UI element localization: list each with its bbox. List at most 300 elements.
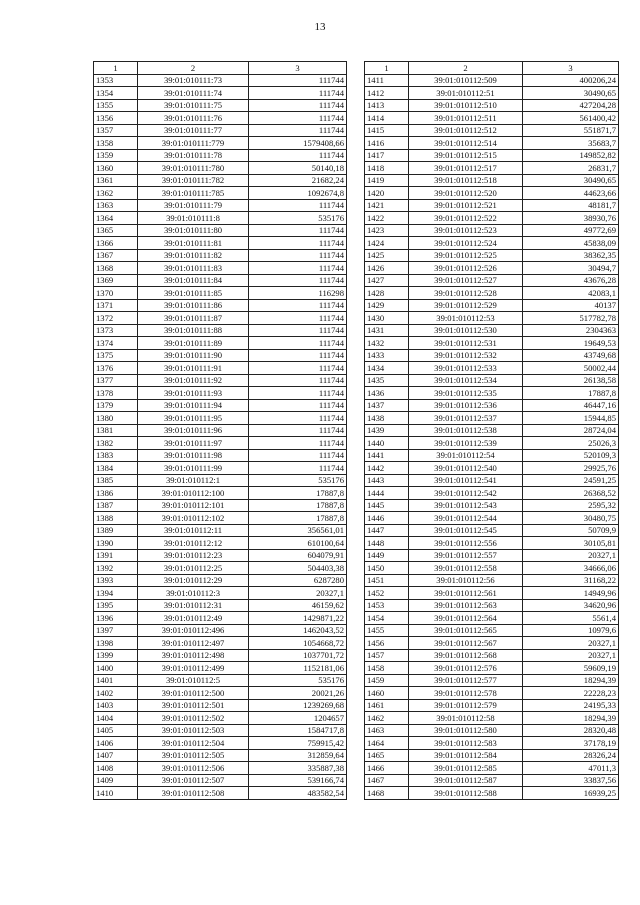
- row-number: 1406: [94, 737, 138, 750]
- value-cell: 15944,85: [523, 412, 619, 425]
- cadastral-number: 39:01:010112:583: [409, 737, 523, 750]
- table-row: [365, 537, 619, 550]
- row-number: 1468: [365, 787, 409, 800]
- cadastral-number: 39:01:010111:88: [138, 324, 249, 337]
- value-cell: 33837,56: [523, 774, 619, 787]
- cadastral-number: 39:01:010112:102: [138, 512, 249, 525]
- row-number: 1354: [94, 87, 138, 100]
- row-number: 1371: [94, 299, 138, 312]
- value-cell: 604079,91: [249, 549, 347, 562]
- value-cell: 149852,82: [523, 149, 619, 162]
- row-number: 1407: [94, 749, 138, 762]
- row-number: 1421: [365, 199, 409, 212]
- value-cell: 1152181,06: [249, 662, 347, 675]
- value-cell: 483582,54: [249, 787, 347, 800]
- table-row: [365, 499, 619, 512]
- cadastral-number: 39:01:010111:84: [138, 274, 249, 287]
- table-row: [94, 624, 347, 637]
- row-number: 1414: [365, 112, 409, 125]
- value-cell: 24591,25: [523, 474, 619, 487]
- table-row: [365, 449, 619, 462]
- table-row: [365, 137, 619, 150]
- table-row: [94, 512, 347, 525]
- row-number: 1463: [365, 724, 409, 737]
- row-number: 1457: [365, 649, 409, 662]
- row-number: 1412: [365, 87, 409, 100]
- table-row: [94, 199, 347, 212]
- value-cell: 356561,01: [249, 524, 347, 537]
- value-cell: 30105,81: [523, 537, 619, 550]
- value-cell: 14949,96: [523, 587, 619, 600]
- row-number: 1377: [94, 374, 138, 387]
- cadastral-number: 39:01:010111:779: [138, 137, 249, 150]
- table-row: [365, 374, 619, 387]
- cadastral-number: 39:01:010112:11: [138, 524, 249, 537]
- row-number: 1451: [365, 574, 409, 587]
- left-table-body: [94, 62, 347, 800]
- cadastral-number: 39:01:010112:567: [409, 637, 523, 650]
- value-cell: 312859,64: [249, 749, 347, 762]
- value-cell: 35683,7: [523, 137, 619, 150]
- cadastral-number: 39:01:010112:505: [138, 749, 249, 762]
- row-number: 1398: [94, 637, 138, 650]
- value-cell: 19649,53: [523, 337, 619, 350]
- table-row: [365, 249, 619, 262]
- table-row: [365, 312, 619, 325]
- value-cell: 18294,39: [523, 712, 619, 725]
- table-row: [94, 124, 347, 137]
- value-cell: 111744: [249, 399, 347, 412]
- cadastral-number: 39:01:010112:528: [409, 287, 523, 300]
- cadastral-number: 39:01:010111:76: [138, 112, 249, 125]
- cadastral-number: 39:01:010112:527: [409, 274, 523, 287]
- table-row: [94, 162, 347, 175]
- value-cell: 42083,1: [523, 287, 619, 300]
- value-cell: 28326,24: [523, 749, 619, 762]
- cadastral-number: 39:01:010112:563: [409, 599, 523, 612]
- cadastral-number: 39:01:010111:96: [138, 424, 249, 437]
- value-cell: 45838,09: [523, 237, 619, 250]
- row-number: 1378: [94, 387, 138, 400]
- row-number: 1410: [94, 787, 138, 800]
- cadastral-number: 39:01:010112:49: [138, 612, 249, 625]
- table-row: [365, 662, 619, 675]
- table-row: [365, 349, 619, 362]
- row-number: 1402: [94, 687, 138, 700]
- cadastral-number: 39:01:010112:525: [409, 249, 523, 262]
- cadastral-number: 39:01:010111:83: [138, 262, 249, 275]
- row-number: 1400: [94, 662, 138, 675]
- table-row: [94, 374, 347, 387]
- value-cell: 34666,06: [523, 562, 619, 575]
- table-row: [365, 699, 619, 712]
- table-row: [94, 524, 347, 537]
- value-cell: 111744: [249, 462, 347, 475]
- row-number: 1379: [94, 399, 138, 412]
- row-number: 1438: [365, 412, 409, 425]
- cadastral-number: 39:01:010111:91: [138, 362, 249, 375]
- cadastral-number: 39:01:010112:507: [138, 774, 249, 787]
- cadastral-number: 39:01:010112:533: [409, 362, 523, 375]
- table-row: [94, 474, 347, 487]
- table-row: [94, 674, 347, 687]
- value-cell: 2595,32: [523, 499, 619, 512]
- cadastral-number: 39:01:010111:93: [138, 387, 249, 400]
- table-row: [365, 112, 619, 125]
- table-row: [94, 337, 347, 350]
- row-number: 1432: [365, 337, 409, 350]
- cadastral-number: 39:01:010112:53: [409, 312, 523, 325]
- cadastral-number: 39:01:010112:503: [138, 724, 249, 737]
- value-cell: 111744: [249, 124, 347, 137]
- cadastral-number: 39:01:010111:80: [138, 224, 249, 237]
- cadastral-number: 39:01:010112:512: [409, 124, 523, 137]
- cadastral-number: 39:01:010112:534: [409, 374, 523, 387]
- table-row: [365, 462, 619, 475]
- row-number: 1355: [94, 99, 138, 112]
- row-number: 1401: [94, 674, 138, 687]
- cadastral-number: 39:01:010112:520: [409, 187, 523, 200]
- value-cell: 30490,65: [523, 174, 619, 187]
- value-cell: 1579408,66: [249, 137, 347, 150]
- cadastral-number: 39:01:010112:498: [138, 649, 249, 662]
- row-number: 1359: [94, 149, 138, 162]
- value-cell: 111744: [249, 424, 347, 437]
- table-row: [94, 249, 347, 262]
- row-number: 1417: [365, 149, 409, 162]
- value-cell: 111744: [249, 112, 347, 125]
- cadastral-number: 39:01:010111:78: [138, 149, 249, 162]
- value-cell: 24195,33: [523, 699, 619, 712]
- cadastral-number: 39:01:010112:524: [409, 237, 523, 250]
- row-number: 1403: [94, 699, 138, 712]
- row-number: 1465: [365, 749, 409, 762]
- cadastral-number: 39:01:010112:25: [138, 562, 249, 575]
- row-number: 1392: [94, 562, 138, 575]
- value-cell: 535176: [249, 212, 347, 225]
- table-row: [94, 574, 347, 587]
- value-cell: 539166,74: [249, 774, 347, 787]
- table-row: [94, 662, 347, 675]
- value-cell: 535176: [249, 674, 347, 687]
- table-row: [94, 699, 347, 712]
- table-row: [365, 299, 619, 312]
- cadastral-number: 39:01:010112:543: [409, 499, 523, 512]
- value-cell: 50140,18: [249, 162, 347, 175]
- table-row: [94, 587, 347, 600]
- table-row: [94, 349, 347, 362]
- row-number: 1467: [365, 774, 409, 787]
- value-cell: 20327,1: [523, 649, 619, 662]
- row-number: 1444: [365, 487, 409, 500]
- column-header-cadastral: 2: [409, 62, 523, 75]
- table-row: [365, 687, 619, 700]
- cadastral-number: 39:01:010112:530: [409, 324, 523, 337]
- value-cell: 17887,8: [249, 487, 347, 500]
- row-number: 1449: [365, 549, 409, 562]
- table-row: [365, 574, 619, 587]
- cadastral-number: 39:01:010112:500: [138, 687, 249, 700]
- cadastral-number: 39:01:010112:508: [138, 787, 249, 800]
- row-number: 1384: [94, 462, 138, 475]
- row-number: 1429: [365, 299, 409, 312]
- row-number: 1460: [365, 687, 409, 700]
- row-number: 1446: [365, 512, 409, 525]
- value-cell: 111744: [249, 312, 347, 325]
- row-number: 1426: [365, 262, 409, 275]
- value-cell: 517782,78: [523, 312, 619, 325]
- value-cell: 111744: [249, 299, 347, 312]
- row-number: 1389: [94, 524, 138, 537]
- right-register-table: [364, 61, 619, 800]
- value-cell: 111744: [249, 87, 347, 100]
- row-number: 1353: [94, 74, 138, 87]
- row-number: 1453: [365, 599, 409, 612]
- row-number: 1437: [365, 399, 409, 412]
- cadastral-number: 39:01:010112:532: [409, 349, 523, 362]
- cadastral-number: 39:01:010112:542: [409, 487, 523, 500]
- value-cell: 111744: [249, 437, 347, 450]
- table-header-row: [365, 62, 619, 75]
- table-row: [365, 174, 619, 187]
- row-number: 1440: [365, 437, 409, 450]
- table-row: [365, 624, 619, 637]
- row-number: 1427: [365, 274, 409, 287]
- row-number: 1461: [365, 699, 409, 712]
- row-number: 1441: [365, 449, 409, 462]
- value-cell: 20021,26: [249, 687, 347, 700]
- row-number: 1462: [365, 712, 409, 725]
- table-row: [365, 649, 619, 662]
- cadastral-number: 39:01:010111:95: [138, 412, 249, 425]
- row-number: 1390: [94, 537, 138, 550]
- value-cell: 34620,96: [523, 599, 619, 612]
- table-row: [365, 224, 619, 237]
- value-cell: 37178,19: [523, 737, 619, 750]
- table-row: [365, 149, 619, 162]
- table-row: [365, 562, 619, 575]
- value-cell: 47011,3: [523, 762, 619, 775]
- table-row: [94, 499, 347, 512]
- table-row: [94, 74, 347, 87]
- row-number: 1439: [365, 424, 409, 437]
- cadastral-number: 39:01:010112:545: [409, 524, 523, 537]
- table-row: [94, 437, 347, 450]
- value-cell: 26138,58: [523, 374, 619, 387]
- row-number: 1370: [94, 287, 138, 300]
- cadastral-number: 39:01:010112:577: [409, 674, 523, 687]
- table-row: [94, 212, 347, 225]
- table-row: [365, 274, 619, 287]
- table-row: [94, 774, 347, 787]
- column-header-cadastral: 2: [138, 62, 249, 75]
- cadastral-number: 39:01:010112:557: [409, 549, 523, 562]
- right-table-body: [365, 62, 619, 800]
- row-number: 1419: [365, 174, 409, 187]
- value-cell: 1092674,8: [249, 187, 347, 200]
- value-cell: 26368,52: [523, 487, 619, 500]
- table-row: [365, 612, 619, 625]
- row-number: 1435: [365, 374, 409, 387]
- value-cell: 535176: [249, 474, 347, 487]
- value-cell: 520109,3: [523, 449, 619, 462]
- cadastral-number: 39:01:010112:12: [138, 537, 249, 550]
- row-number: 1452: [365, 587, 409, 600]
- table-row: [365, 524, 619, 537]
- value-cell: 111744: [249, 387, 347, 400]
- value-cell: 59609,19: [523, 662, 619, 675]
- cadastral-number: 39:01:010112:517: [409, 162, 523, 175]
- table-row: [365, 762, 619, 775]
- column-header-number: 1: [94, 62, 138, 75]
- cadastral-number: 39:01:010112:580: [409, 724, 523, 737]
- cadastral-number: 39:01:010112:506: [138, 762, 249, 775]
- row-number: 1364: [94, 212, 138, 225]
- value-cell: 16939,25: [523, 787, 619, 800]
- table-row: [94, 612, 347, 625]
- value-cell: 21682,24: [249, 174, 347, 187]
- row-number: 1396: [94, 612, 138, 625]
- table-row: [94, 449, 347, 462]
- value-cell: 759915,42: [249, 737, 347, 750]
- table-row: [94, 99, 347, 112]
- row-number: 1423: [365, 224, 409, 237]
- table-row: [365, 262, 619, 275]
- column-header-number: 1: [365, 62, 409, 75]
- table-row: [94, 537, 347, 550]
- cadastral-number: 39:01:010112:511: [409, 112, 523, 125]
- value-cell: 26831,7: [523, 162, 619, 175]
- value-cell: 111744: [249, 99, 347, 112]
- row-number: 1411: [365, 74, 409, 87]
- table-row: [94, 562, 347, 575]
- row-number: 1445: [365, 499, 409, 512]
- table-row: [365, 199, 619, 212]
- value-cell: 1054668,72: [249, 637, 347, 650]
- table-row: [94, 762, 347, 775]
- table-row: [94, 274, 347, 287]
- row-number: 1436: [365, 387, 409, 400]
- row-number: 1363: [94, 199, 138, 212]
- cadastral-number: 39:01:010111:75: [138, 99, 249, 112]
- table-row: [94, 749, 347, 762]
- table-row: [94, 287, 347, 300]
- cadastral-number: 39:01:010112:585: [409, 762, 523, 775]
- table-row: [94, 174, 347, 187]
- value-cell: 20327,1: [523, 637, 619, 650]
- left-register-table: [93, 61, 347, 800]
- row-number: 1374: [94, 337, 138, 350]
- table-row: [94, 412, 347, 425]
- row-number: 1386: [94, 487, 138, 500]
- table-row: [94, 649, 347, 662]
- row-number: 1447: [365, 524, 409, 537]
- table-row: [365, 412, 619, 425]
- table-row: [365, 424, 619, 437]
- value-cell: 6287280: [249, 574, 347, 587]
- cadastral-number: 39:01:010111:79: [138, 199, 249, 212]
- table-row: [94, 462, 347, 475]
- cadastral-number: 39:01:010112:529: [409, 299, 523, 312]
- cadastral-number: 39:01:010112:100: [138, 487, 249, 500]
- row-number: 1455: [365, 624, 409, 637]
- row-number: 1420: [365, 187, 409, 200]
- table-row: [94, 187, 347, 200]
- value-cell: 111744: [249, 262, 347, 275]
- cadastral-number: 39:01:010111:77: [138, 124, 249, 137]
- table-row: [365, 637, 619, 650]
- value-cell: 48181,7: [523, 199, 619, 212]
- row-number: 1381: [94, 424, 138, 437]
- cadastral-number: 39:01:010111:89: [138, 337, 249, 350]
- value-cell: 111744: [249, 274, 347, 287]
- cadastral-number: 39:01:010112:51: [409, 87, 523, 100]
- cadastral-number: 39:01:010112:518: [409, 174, 523, 187]
- value-cell: 111744: [249, 349, 347, 362]
- cadastral-number: 39:01:010111:73: [138, 74, 249, 87]
- value-cell: 44623,66: [523, 187, 619, 200]
- table-row: [365, 674, 619, 687]
- cadastral-number: 39:01:010111:782: [138, 174, 249, 187]
- row-number: 1380: [94, 412, 138, 425]
- table-row: [365, 774, 619, 787]
- table-row: [365, 737, 619, 750]
- cadastral-number: 39:01:010112:509: [409, 74, 523, 87]
- row-number: 1458: [365, 662, 409, 675]
- row-number: 1422: [365, 212, 409, 225]
- row-number: 1397: [94, 624, 138, 637]
- value-cell: 10979,6: [523, 624, 619, 637]
- table-row: [365, 337, 619, 350]
- table-row: [94, 549, 347, 562]
- cadastral-number: 39:01:010111:87: [138, 312, 249, 325]
- value-cell: 40137: [523, 299, 619, 312]
- cadastral-number: 39:01:010112:536: [409, 399, 523, 412]
- cadastral-number: 39:01:010112:504: [138, 737, 249, 750]
- table-row: [94, 424, 347, 437]
- cadastral-number: 39:01:010112:496: [138, 624, 249, 637]
- cadastral-number: 39:01:010112:539: [409, 437, 523, 450]
- row-number: 1418: [365, 162, 409, 175]
- value-cell: 20327,1: [523, 549, 619, 562]
- row-number: 1413: [365, 99, 409, 112]
- value-cell: 116298: [249, 287, 347, 300]
- cadastral-number: 39:01:010111:74: [138, 87, 249, 100]
- row-number: 1416: [365, 137, 409, 150]
- cadastral-number: 39:01:010111:90: [138, 349, 249, 362]
- table-row: [94, 112, 347, 125]
- value-cell: 25026,3: [523, 437, 619, 450]
- row-number: 1431: [365, 324, 409, 337]
- column-header-value: 3: [523, 62, 619, 75]
- value-cell: 1204657: [249, 712, 347, 725]
- cadastral-number: 39:01:010111:785: [138, 187, 249, 200]
- cadastral-number: 39:01:010112:515: [409, 149, 523, 162]
- row-number: 1382: [94, 437, 138, 450]
- cadastral-number: 39:01:010112:540: [409, 462, 523, 475]
- value-cell: 28724,04: [523, 424, 619, 437]
- row-number: 1434: [365, 362, 409, 375]
- row-number: 1367: [94, 249, 138, 262]
- value-cell: 43676,28: [523, 274, 619, 287]
- cadastral-number: 39:01:010111:94: [138, 399, 249, 412]
- table-row: [94, 737, 347, 750]
- value-cell: 111744: [249, 149, 347, 162]
- cadastral-number: 39:01:010111:98: [138, 449, 249, 462]
- table-row: [365, 387, 619, 400]
- table-row: [94, 237, 347, 250]
- cadastral-number: 39:01:010112:531: [409, 337, 523, 350]
